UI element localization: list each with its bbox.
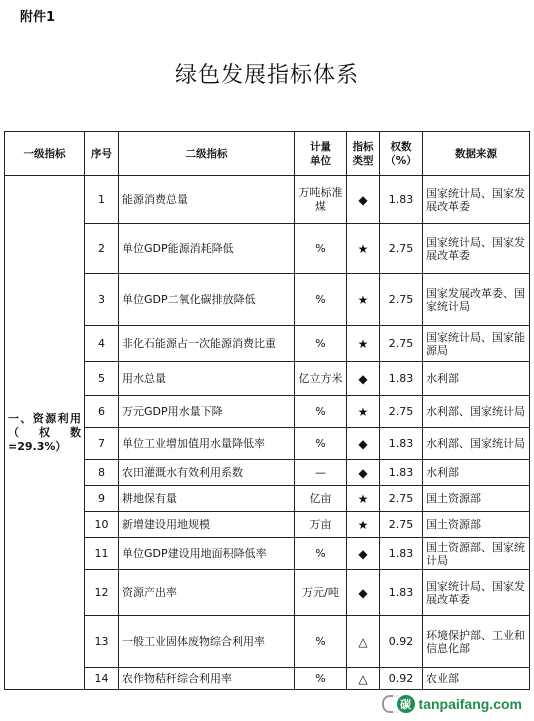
type-symbol: ★ — [347, 224, 380, 274]
weight-cell: 0.92 — [380, 616, 423, 668]
weight-cell: 1.83 — [380, 176, 423, 224]
weight-cell: 2.75 — [380, 396, 423, 428]
row-number: 6 — [85, 396, 119, 428]
source-cell: 水利部、国家统计局 — [423, 396, 530, 428]
indicator-name: 资源产出率 — [119, 570, 295, 616]
weight-cell: 1.83 — [380, 460, 423, 486]
weight-cell: 2.75 — [380, 224, 423, 274]
source-cell: 国土资源部、国家统计局 — [423, 538, 530, 570]
unit-cell: % — [295, 274, 347, 326]
row-number: 4 — [85, 326, 119, 362]
type-symbol: ◆ — [347, 362, 380, 396]
weight-cell: 1.83 — [380, 428, 423, 460]
source-cell: 国家发展改革委、国家统计局 — [423, 274, 530, 326]
watermark — [393, 693, 526, 715]
col-weight: 权数 （%） — [380, 132, 423, 176]
row-number: 2 — [85, 224, 119, 274]
weight-cell: 1.83 — [380, 538, 423, 570]
weight-cell: 2.75 — [380, 512, 423, 538]
category-cell: 一、资源利用（权数=29.3%） — [5, 176, 85, 690]
source-cell: 国家统计局、国家能源局 — [423, 326, 530, 362]
indicator-name: 用水总量 — [119, 362, 295, 396]
col-level1: 一级指标 — [5, 132, 85, 176]
leaf-logo-icon: 碳 — [397, 695, 415, 713]
attachment-label: 附件1 — [20, 10, 56, 25]
source-cell: 农业部 — [423, 668, 530, 690]
weight-cell: 2.75 — [380, 326, 423, 362]
table-row — [5, 176, 530, 224]
source-cell: 国土资源部 — [423, 512, 530, 538]
indicator-name: 能源消费总量 — [119, 176, 295, 224]
unit-cell: % — [295, 428, 347, 460]
unit-cell: 万亩 — [295, 512, 347, 538]
indicator-name: 耕地保有量 — [119, 486, 295, 512]
indicator-name: 单位工业增加值用水量降低率 — [119, 428, 295, 460]
type-symbol: ◆ — [347, 428, 380, 460]
row-number: 8 — [85, 460, 119, 486]
indicator-name: 单位GDP建设用地面积降低率 — [119, 538, 295, 570]
weight-cell: 2.75 — [380, 486, 423, 512]
row-number: 3 — [85, 274, 119, 326]
row-number: 12 — [85, 570, 119, 616]
type-symbol: △ — [347, 668, 380, 690]
row-number: 9 — [85, 486, 119, 512]
indicator-name: 万元GDP用水量下降 — [119, 396, 295, 428]
unit-cell: — — [295, 460, 347, 486]
weight-cell: 1.83 — [380, 362, 423, 396]
indicator-name: 单位GDP二氧化碳排放降低 — [119, 274, 295, 326]
source-cell: 水利部、国家统计局 — [423, 428, 530, 460]
type-symbol: ★ — [347, 396, 380, 428]
type-symbol: ◆ — [347, 538, 380, 570]
source-cell: 国家统计局、国家发展改革委 — [423, 176, 530, 224]
type-symbol: ◆ — [347, 176, 380, 224]
indicator-name: 非化石能源占一次能源消费比重 — [119, 326, 295, 362]
col-type: 指标 类型 — [347, 132, 380, 176]
unit-cell: % — [295, 326, 347, 362]
row-number: 13 — [85, 616, 119, 668]
indicator-name: 新增建设用地规模 — [119, 512, 295, 538]
unit-cell: % — [295, 616, 347, 668]
type-symbol: ◆ — [347, 570, 380, 616]
watermark-text: tanpaifang.com — [418, 696, 522, 712]
row-number: 7 — [85, 428, 119, 460]
source-cell: 国土资源部 — [423, 486, 530, 512]
unit-cell: % — [295, 668, 347, 690]
weight-cell: 1.83 — [380, 570, 423, 616]
indicator-table — [4, 131, 530, 690]
unit-cell: % — [295, 224, 347, 274]
type-symbol: △ — [347, 616, 380, 668]
type-symbol: ★ — [347, 274, 380, 326]
row-number: 10 — [85, 512, 119, 538]
unit-cell: 万吨标准煤 — [295, 176, 347, 224]
table-header-row — [5, 132, 530, 176]
row-number: 14 — [85, 668, 119, 690]
unit-cell: 亿立方米 — [295, 362, 347, 396]
unit-cell: % — [295, 538, 347, 570]
source-cell: 国家统计局、国家发展改革委 — [423, 224, 530, 274]
col-level2: 二级指标 — [119, 132, 295, 176]
type-symbol: ★ — [347, 486, 380, 512]
indicator-name: 农作物秸秆综合利用率 — [119, 668, 295, 690]
type-symbol: ★ — [347, 326, 380, 362]
col-unit: 计量 单位 — [295, 132, 347, 176]
indicator-name: 农田灌溉水有效利用系数 — [119, 460, 295, 486]
row-number: 11 — [85, 538, 119, 570]
document-title: 绿色发展指标体系 — [174, 63, 359, 88]
indicator-name: 一般工业固体废物综合利用率 — [119, 616, 295, 668]
weight-cell: 0.92 — [380, 668, 423, 690]
source-cell: 水利部 — [423, 362, 530, 396]
type-symbol: ★ — [347, 512, 380, 538]
weight-cell: 2.75 — [380, 274, 423, 326]
row-number: 5 — [85, 362, 119, 396]
row-number: 1 — [85, 176, 119, 224]
type-symbol: ◆ — [347, 460, 380, 486]
unit-cell: 亿亩 — [295, 486, 347, 512]
source-cell: 环境保护部、工业和信息化部 — [423, 616, 530, 668]
unit-cell: 万元/吨 — [295, 570, 347, 616]
source-cell: 国家统计局、国家发展改革委 — [423, 570, 530, 616]
indicator-name: 单位GDP能源消耗降低 — [119, 224, 295, 274]
col-source: 数据来源 — [423, 132, 530, 176]
unit-cell: % — [295, 396, 347, 428]
col-no: 序号 — [85, 132, 119, 176]
source-cell: 水利部 — [423, 460, 530, 486]
